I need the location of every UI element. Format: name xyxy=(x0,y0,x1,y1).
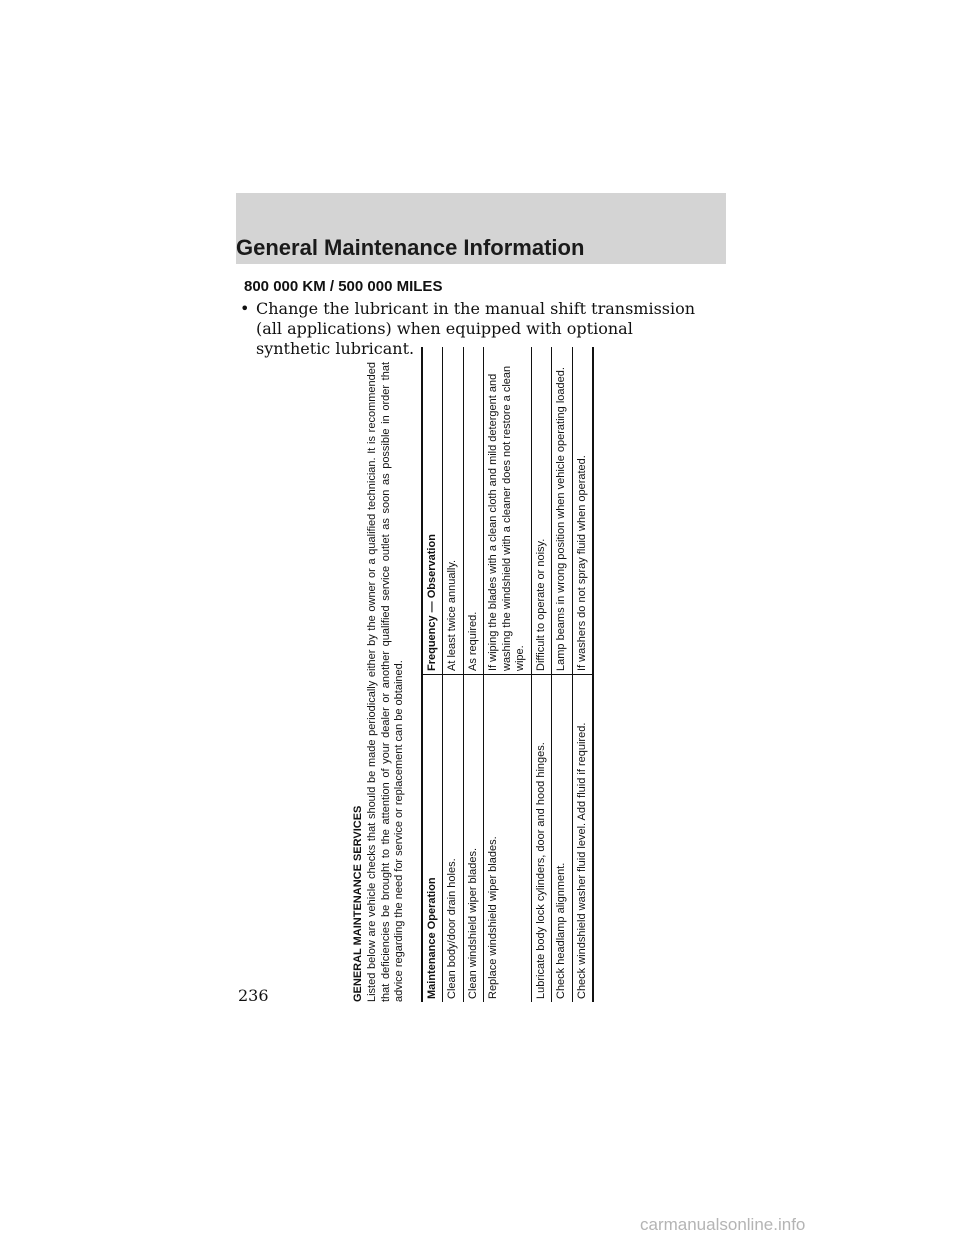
operation-cell: Check windshield washer fluid level. Add fluid if required. xyxy=(572,675,593,1003)
table-row xyxy=(484,347,532,1002)
table-row xyxy=(572,347,593,1002)
operation-cell: Check headlamp alignment. xyxy=(552,675,573,1003)
column-header-frequency: Frequency — Observation xyxy=(425,534,438,671)
table-row xyxy=(463,347,484,1002)
operation-cell: Clean body/door drain holes. xyxy=(443,675,464,1003)
bullet-text: Change the lubricant in the manual shift transmission (all applications) when equipped with optional synthetic lubricant. xyxy=(256,299,696,358)
frequency-cell: Difficult to operate or noisy. xyxy=(531,347,552,675)
site-watermark: carmanualsonline.info xyxy=(640,1215,806,1234)
operation-cell: Lubricate body lock cylinders, door and hood hinges. xyxy=(531,675,552,1003)
services-table xyxy=(421,347,595,1002)
services-intro: Listed below are vehicle checks that should be made periodically either by the owner or a qualified technician. It is recommended that deficiencies be brought to the attention of your dealer or another qualified service outlet as soon as possible in order that advice regarding the need for service or replacement can be obtained. xyxy=(366,362,405,1002)
frequency-cell: If washers do not spray fluid when operated. xyxy=(572,347,593,675)
bullet-icon: • xyxy=(240,299,250,318)
page-number: 236 xyxy=(238,986,269,1005)
frequency-cell: At least twice annually. xyxy=(443,347,464,675)
frequency-cell: Lamp beams in wrong position when vehicle operating loaded. xyxy=(552,347,573,675)
services-title: GENERAL MAINTENANCE SERVICES xyxy=(352,805,364,1002)
table-header-row xyxy=(422,347,443,1002)
table-row xyxy=(552,347,573,1002)
table-row xyxy=(443,347,464,1002)
frequency-cell: As required. xyxy=(463,347,484,675)
operation-cell: Replace windshield wiper blades. xyxy=(484,675,532,1003)
column-header-operation: Maintenance Operation xyxy=(422,675,443,1003)
maintenance-services-block xyxy=(351,332,601,1002)
table-row xyxy=(531,347,552,1002)
frequency-cell: If wiping the blades with a clean cloth and mild detergent and washing the windshield with a cleaner does not restore a clean wipe. xyxy=(484,347,532,675)
section-title: General Maintenance Information xyxy=(236,235,585,260)
operation-cell: Clean windshield wiper blades. xyxy=(463,675,484,1003)
mileage-heading: 800 000 KM / 500 000 MILES xyxy=(244,278,443,295)
